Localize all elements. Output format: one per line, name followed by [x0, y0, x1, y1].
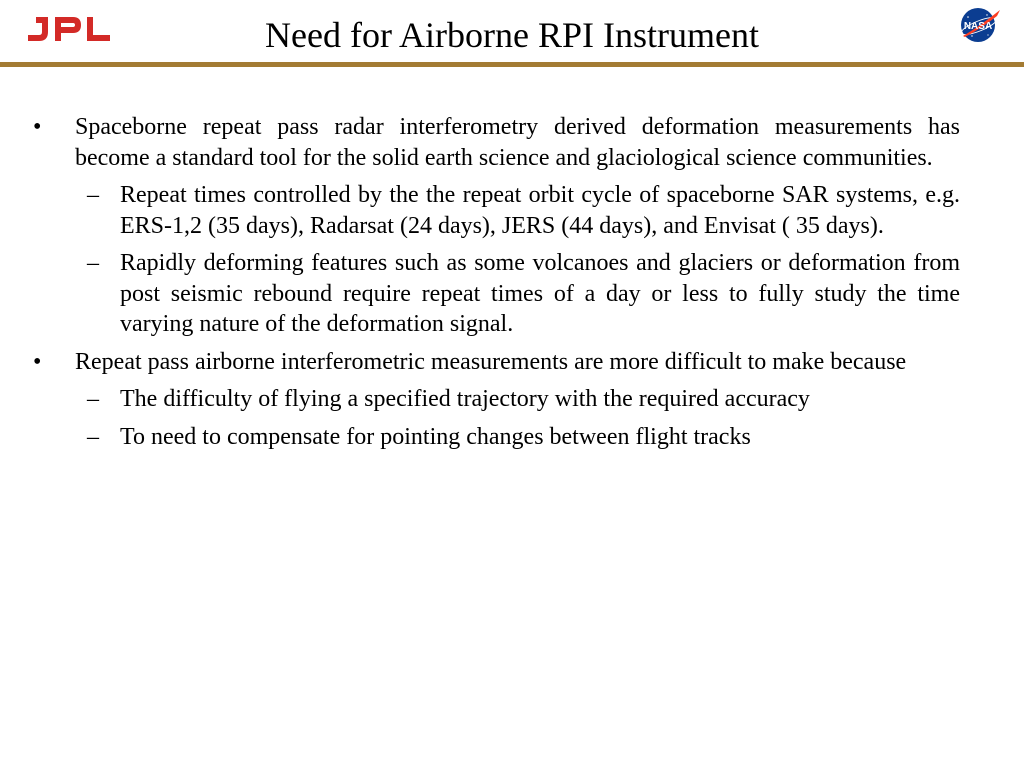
sub-bullet-item	[30, 180, 960, 241]
sub-bullet-item	[30, 248, 960, 340]
sub-bullet-item	[30, 384, 960, 415]
slide-body	[30, 112, 960, 459]
bullet-marker: •	[33, 348, 42, 375]
sub-bullet-text: The difficulty of flying a specified trajectory with the required accuracy	[120, 386, 810, 412]
sub-bullet-text: Rapidly deforming features such as some volcanoes and glaciers or deformation from post seismic rebound require repeat times of a day or less to fully study the time varying nature of the deformation signal.	[120, 250, 960, 337]
sub-bullet-marker: –	[87, 386, 99, 412]
header-divider	[0, 62, 1024, 67]
sub-bullet-text: To need to compensate for pointing changes between flight tracks	[120, 423, 751, 450]
nasa-logo	[958, 4, 1002, 44]
slide-header	[0, 0, 1024, 68]
page-title: Need for Airborne RPI Instrument	[265, 15, 759, 55]
sub-bullet-item	[30, 422, 960, 453]
sub-bullet-marker: –	[87, 250, 99, 276]
jpl-logo	[26, 14, 112, 44]
nasa-logo-text: NASA	[963, 21, 993, 32]
sub-bullet-marker: –	[87, 423, 99, 450]
bullet-text: Spaceborne repeat pass radar interferometry derived deformation measurements has become a standard tool for the solid earth science and glaciological science communities.	[75, 114, 960, 171]
bullet-item	[30, 347, 960, 378]
sub-bullet-marker: –	[87, 182, 99, 208]
sub-bullet-text: Repeat times controlled by the the repeat orbit cycle of spaceborne SAR systems, e.g. ERS-1,2 (35 days), Radarsat (24 days), JERS (44 days), and Envisat ( 35 days).	[120, 182, 960, 239]
bullet-text: Repeat pass airborne interferometric measurements are more difficult to make because	[75, 348, 907, 375]
bullet-marker: •	[33, 114, 42, 140]
bullet-item	[30, 112, 960, 173]
